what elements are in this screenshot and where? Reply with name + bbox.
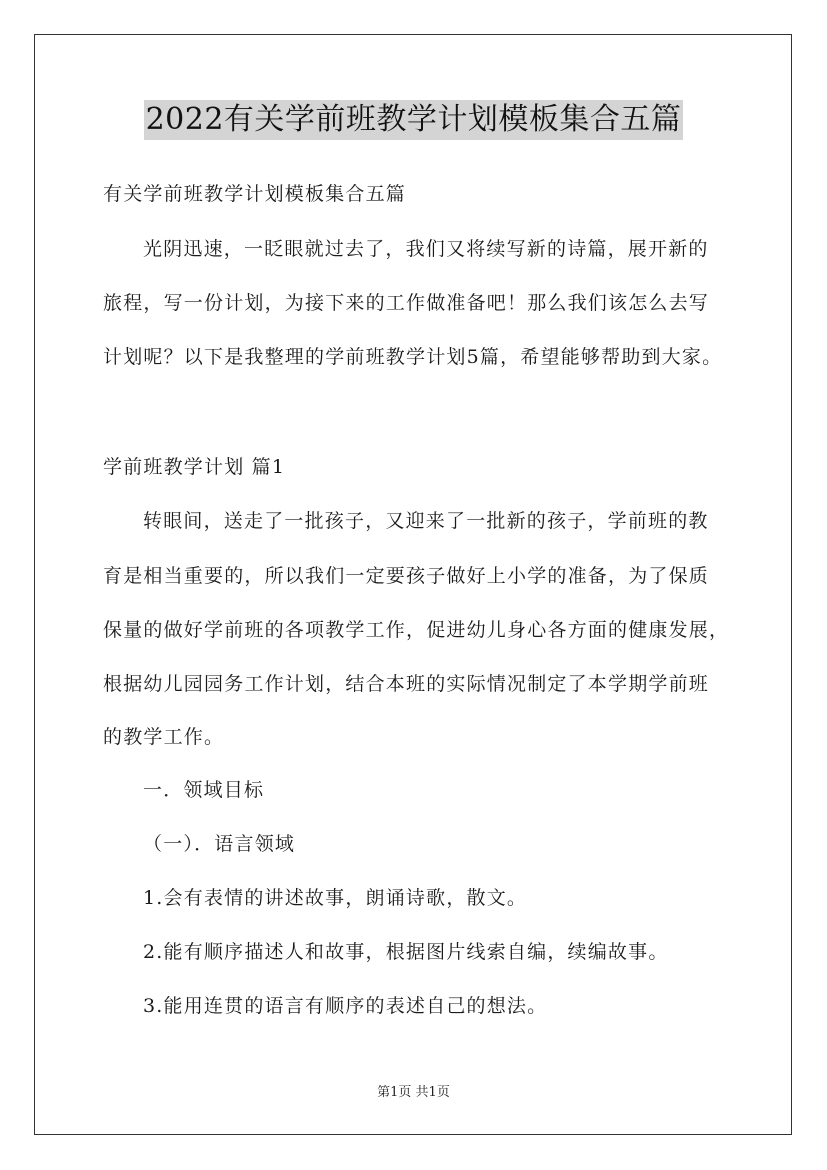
document-title: 2022有关学前班教学计划模板集合五篇 [144, 100, 684, 140]
section-heading: 学前班教学计划 篇1 [103, 456, 286, 478]
title-container [0, 100, 827, 140]
intro-line-2: 旅程，写一份计划，为接下来的工作做准备吧！那么我们该怎么去写 [103, 292, 710, 314]
list-item: 3.能用连贯的语言有顺序的表述自己的想法。 [143, 995, 548, 1017]
page-footer: 第1页 共1页 [377, 1085, 450, 1100]
section-line-2: 育是相当重要的，所以我们一定要孩子做好上小学的准备，为了保质 [103, 565, 710, 587]
section-line-4: 根据幼儿园园务工作计划，结合本班的实际情况制定了本学期学前班 [103, 673, 710, 695]
list-item: 1.会有表情的讲述故事，朗诵诗歌，散文。 [143, 887, 528, 909]
intro-line-1: 光阴迅速，一眨眼就过去了，我们又将续写新的诗篇，展开新的 [143, 238, 709, 260]
section-line-5: 的教学工作。 [103, 726, 225, 748]
outline-heading: 一．领域目标 [143, 779, 265, 801]
document-subtitle: 有关学前班教学计划模板集合五篇 [103, 183, 407, 205]
list-item: 2.能有顺序描述人和故事，根据图片线索自编，续编故事。 [143, 941, 669, 963]
section-line-1: 转眼间，送走了一批孩子，又迎来了一批新的孩子，学前班的教 [143, 510, 709, 532]
section-line-3: 保量的做好学前班的各项教学工作，促进幼儿身心各方面的健康发展， [103, 619, 730, 641]
subsection-heading: （一）．语言领域 [143, 833, 296, 855]
intro-line-3: 计划呢？以下是我整理的学前班教学计划5篇，希望能够帮助到大家。 [103, 346, 723, 368]
